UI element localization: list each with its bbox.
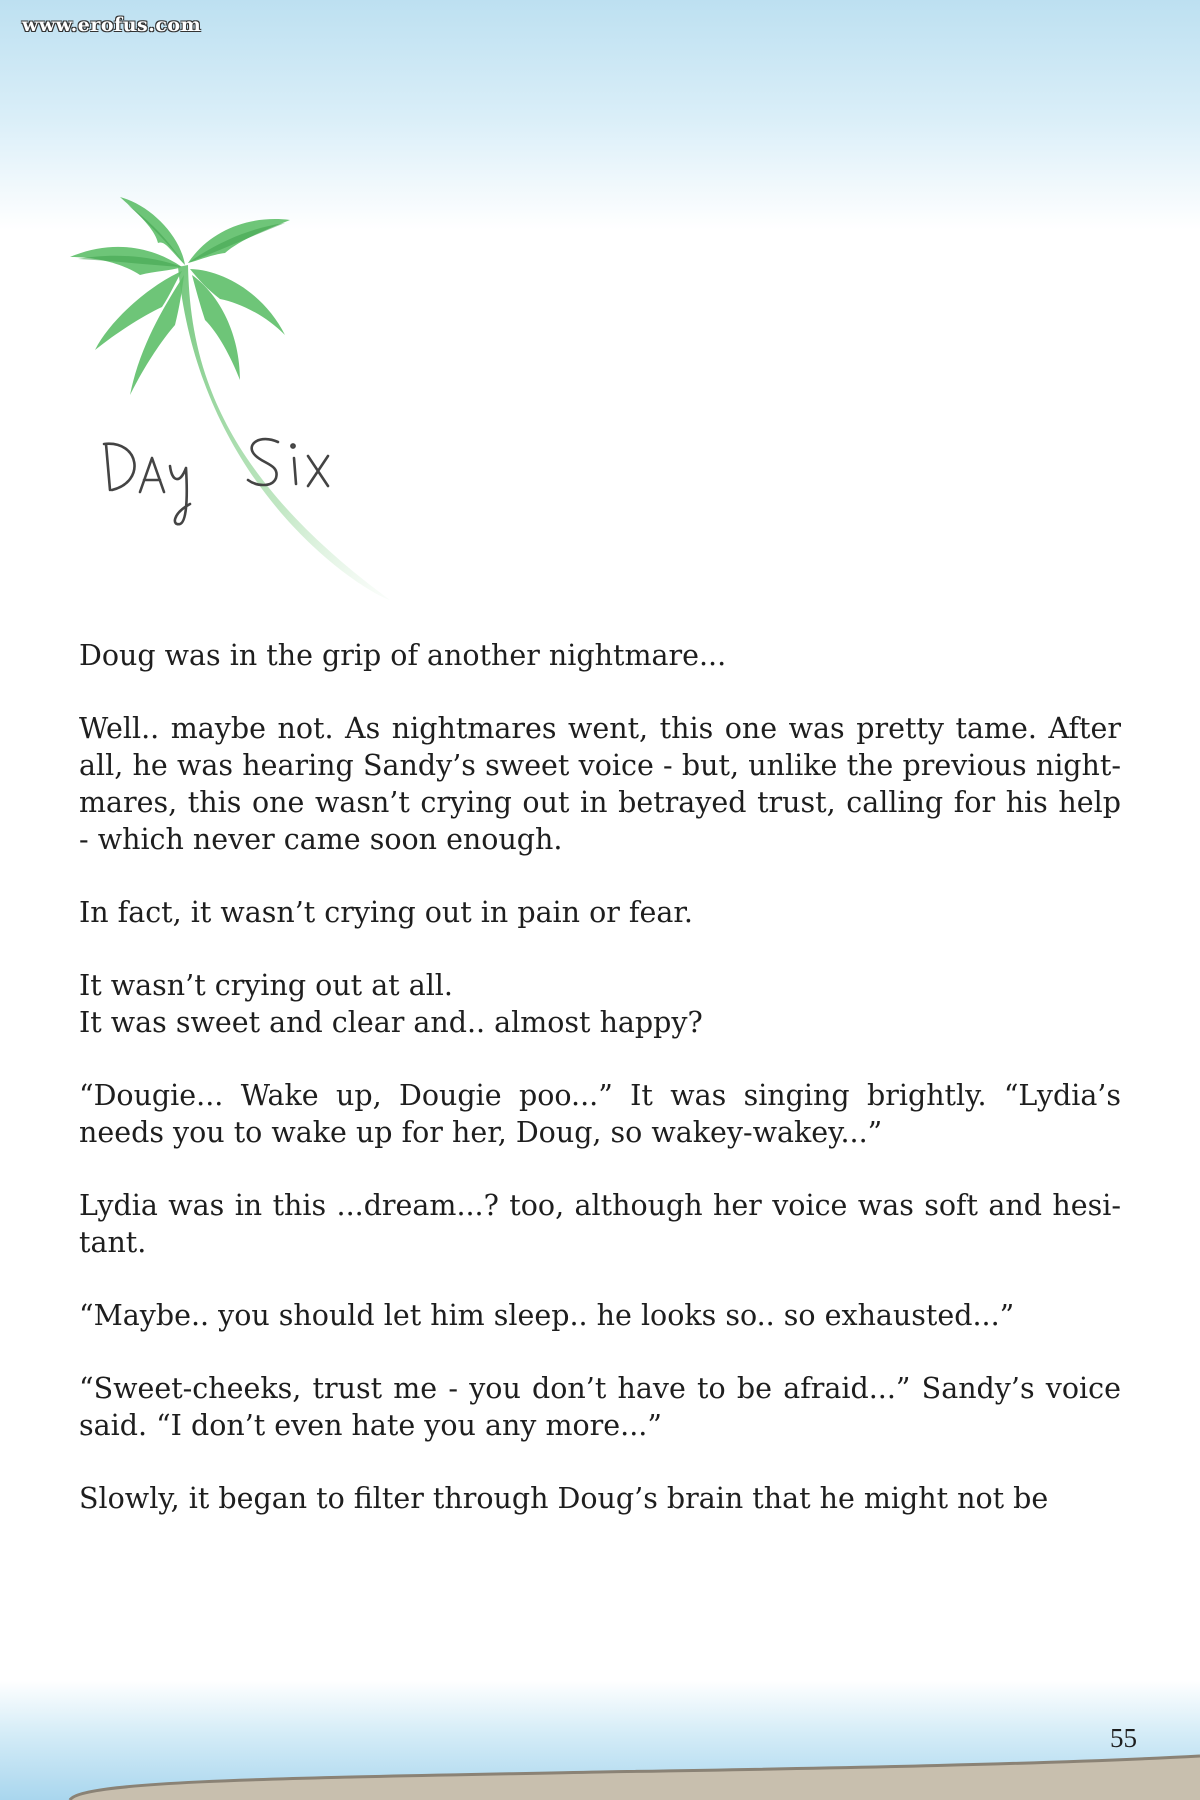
paragraph-5: It was sweet and clear and.. almost happy? [79,1006,703,1039]
paragraph-4: It wasn’t crying out at all. [79,969,453,1002]
chapter-title-handwritten [100,422,390,542]
story-text [79,637,1121,1553]
paragraph-6: “Dougie... Wake up, Dougie poo...” It was singing brightly. “Lydia’s needs you to wake up for her, Doug, so wakey-wakey...” [79,1079,1121,1149]
paragraph-10: Slowly, it began to filter through Doug’s brain that he might not be [79,1482,1049,1515]
paragraph-8: “Maybe.. you should let him sleep.. he looks so.. so exhausted...” [79,1299,1015,1332]
paragraph-2: Well.. maybe not. As nightmares went, this one was pretty tame. After all, he was hearing Sandy’s sweet voice - but, unlike the previous night-mares, this one wasn’t crying out in betrayed trust, calling for his help - which never came soon enough. [79,712,1121,856]
paragraph-9: “Sweet-cheeks, trust me - you don’t have to be afraid...” Sandy’s voice said. “I don’t even hate you any more...” [79,1372,1121,1442]
watermark: www.erofus.com [22,14,202,36]
chapter-title-text: Day Six [100,422,104,423]
palm-tree-illustration [70,195,410,615]
page-number: 55 [1110,1723,1137,1753]
paragraph-3: In fact, it wasn’t crying out in pain or fear. [79,896,693,929]
paragraph-7: Lydia was in this ...dream...? too, although her voice was soft and hesi-tant. [79,1189,1121,1259]
sand-illustration [0,1750,1200,1800]
paragraph-1: Doug was in the grip of another nightmare... [79,639,727,672]
